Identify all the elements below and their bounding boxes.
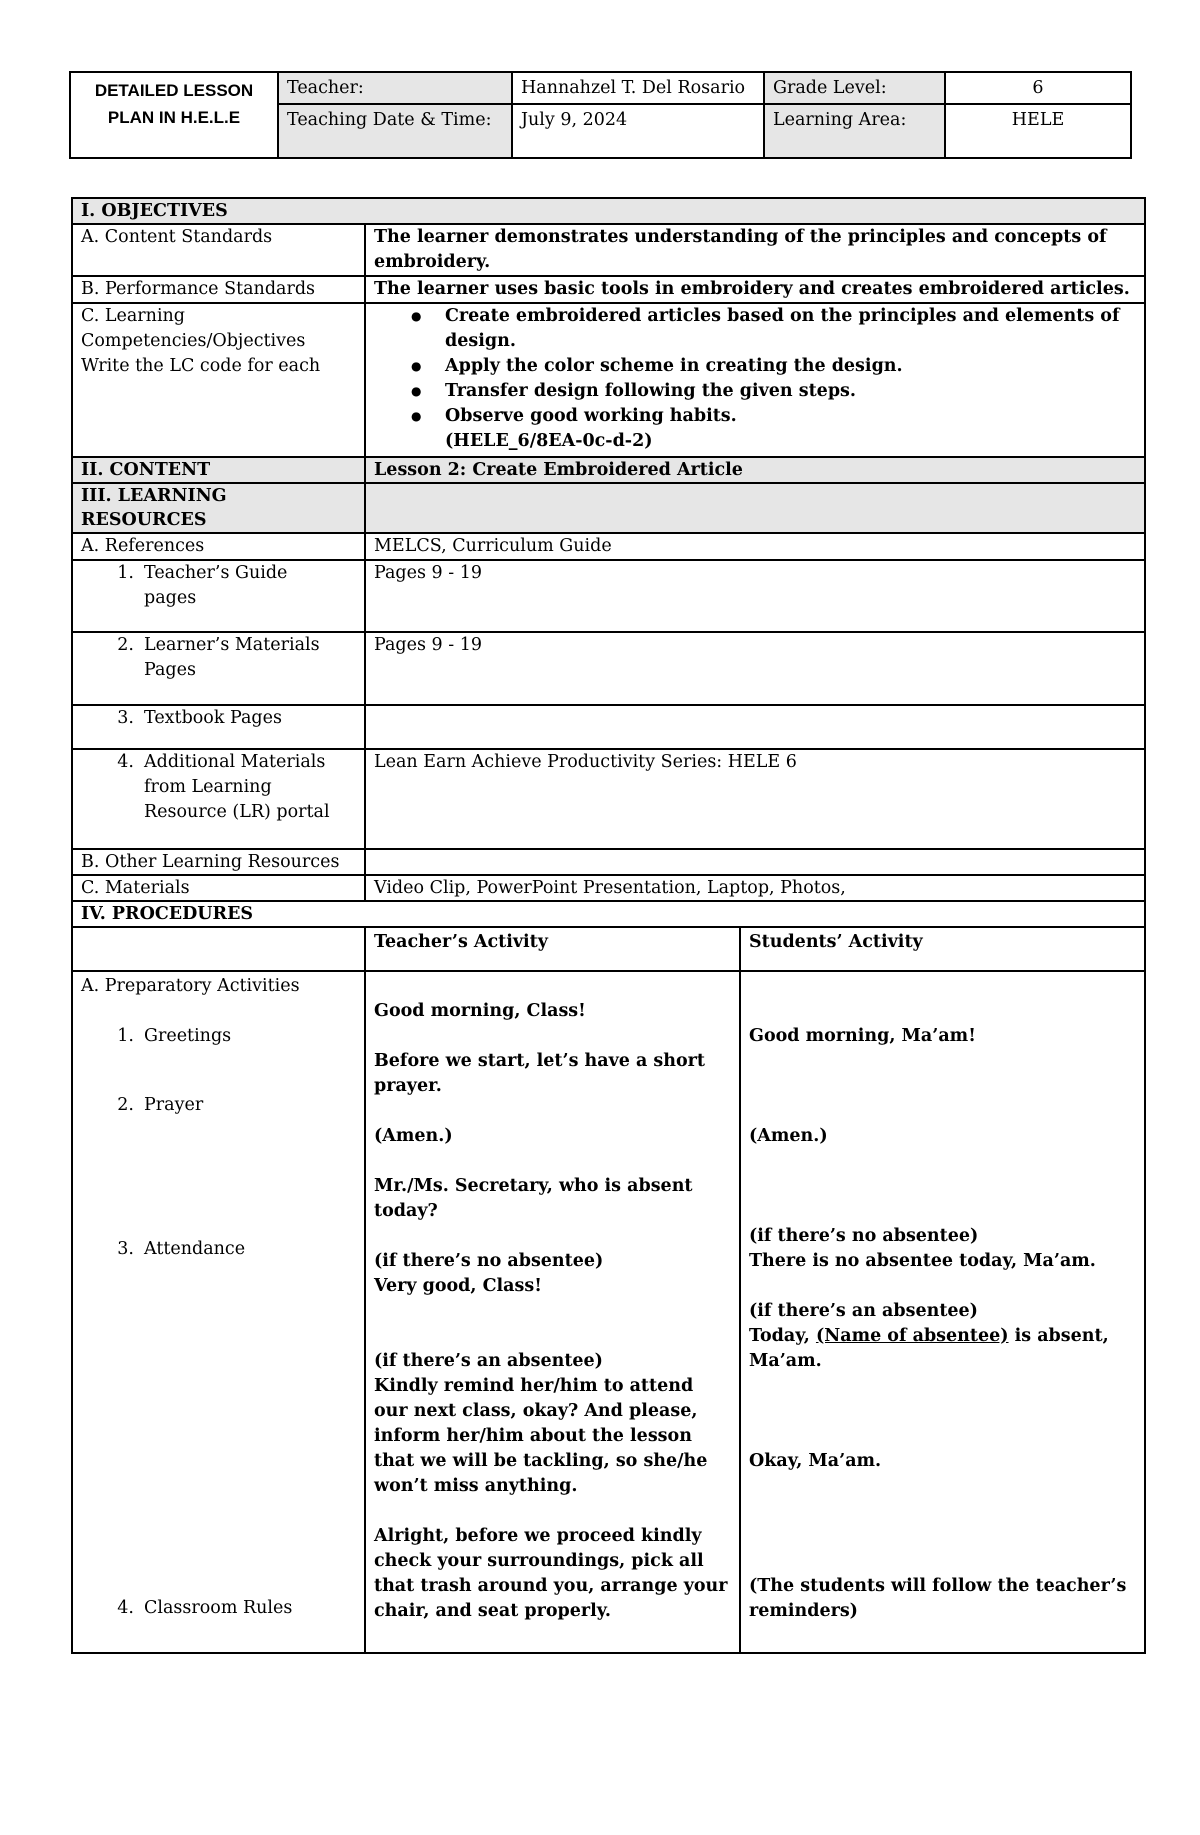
resource-item-line: pages	[144, 588, 197, 608]
resource-item-number: 2.	[117, 635, 134, 655]
absentee-name-placeholder: (Name of absentee)	[815, 1326, 1009, 1346]
resources-heading: III. LEARNING RESOURCES	[72, 483, 365, 533]
student-line-amen: (Amen.)	[749, 1126, 828, 1146]
resource-item-line: Pages	[144, 660, 196, 680]
resource-item-label	[72, 749, 365, 849]
step-label: Classroom Rules	[144, 1598, 293, 1618]
other-resources-value	[365, 849, 1145, 875]
step-number: 2.	[117, 1095, 134, 1115]
teacher-line-greet: Good morning, Class!	[374, 1001, 586, 1021]
preparatory-activities-cell	[72, 971, 365, 1653]
teacher-line-very-good: Very good, Class!	[374, 1276, 542, 1296]
student-line-absentee: (if there’s an absentee)	[749, 1301, 978, 1321]
lc-code: (HELE_6/8EA-0c-d-2)	[445, 431, 653, 451]
step-number: 4.	[117, 1598, 134, 1618]
resource-item-value: Pages 9 - 19	[365, 632, 1145, 705]
student-line-okay: Okay, Ma’am.	[749, 1451, 882, 1471]
resource-item-label	[72, 632, 365, 705]
competency-item: ● Create embroidered articles based on the principles and elements of design.	[445, 304, 1136, 354]
student-line-follow: (The students will follow the teacher’s reminders)	[749, 1576, 1127, 1621]
resource-item-label	[72, 560, 365, 632]
other-resources-label: B. Other Learning Resources	[72, 849, 365, 875]
competencies-list	[365, 303, 1145, 457]
teacher-line-no-absentee: (if there’s no absentee)	[374, 1251, 604, 1271]
competency-item: ● Apply the color scheme in creating the design.	[445, 354, 1136, 379]
teacher-activity-cell	[365, 971, 740, 1653]
competencies-label-line: Write the LC code for each	[81, 356, 321, 376]
learning-area-value: HELE	[945, 104, 1131, 158]
teacher-activity-header: Teacher’s Activity	[365, 927, 740, 971]
resource-item-label	[72, 705, 365, 749]
teacher-value: Hannahzel T. Del Rosario	[512, 72, 764, 104]
competency-item: ● Observe good working habits.	[445, 404, 1136, 429]
step-attendance	[108, 1237, 356, 1262]
competencies-label-line: Competencies/Objectives	[81, 331, 306, 351]
resource-item-value: Lean Earn Achieve Productivity Series: HELE 6	[365, 749, 1145, 849]
competencies-label-line: C. Learning	[81, 306, 186, 326]
student-line-today	[749, 1324, 1136, 1374]
teacher-line-rules: Alright, before we proceed kindly check your surroundings, pick all that trash around you, arrange your chair, and seat properly.	[374, 1526, 728, 1621]
student-line-greet: Good morning, Ma’am!	[749, 1026, 976, 1046]
teaching-date-value: July 9, 2024	[512, 104, 764, 158]
content-standards-label: A. Content Standards	[72, 224, 365, 276]
references-label: A. References	[72, 533, 365, 560]
teacher-line-secretary: Mr./Ms. Secretary, who is absent today?	[374, 1176, 693, 1221]
resource-item-value	[365, 705, 1145, 749]
learning-area-label: Learning Area:	[764, 104, 945, 158]
teacher-label: Teacher:	[278, 72, 512, 104]
teacher-line-amen: (Amen.)	[374, 1126, 453, 1146]
procedures-heading: IV. PROCEDURES	[72, 901, 1145, 927]
step-number: 3.	[117, 1239, 134, 1259]
step-number: 1.	[117, 1026, 134, 1046]
step-greetings	[108, 1024, 356, 1049]
plan-title: DETAILED LESSON PLAN IN H.E.L.E	[70, 72, 278, 158]
step-prayer	[108, 1093, 356, 1118]
performance-standards-value: The learner uses basic tools in embroidery and creates embroidered articles.	[365, 276, 1145, 303]
students-activity-header: Students’ Activity	[740, 927, 1145, 971]
teacher-line-remind: Kindly remind her/him to attend our next class, okay? And please, inform her/him about the lesson that we will be tackling, so she/he won’t miss anything.	[374, 1376, 708, 1496]
student-line-no-absentee: (if there’s no absentee)	[749, 1226, 979, 1246]
main-table	[71, 197, 1146, 1654]
teacher-line-absentee: (if there’s an absentee)	[374, 1351, 603, 1371]
resource-item-number: 4.	[117, 752, 134, 772]
preparatory-activities-label: A. Preparatory Activities	[81, 976, 300, 996]
teaching-date-label: Teaching Date & Time:	[278, 104, 512, 158]
competencies-label	[72, 303, 365, 457]
grade-level-value: 6	[945, 72, 1131, 104]
step-label: Prayer	[144, 1095, 204, 1115]
step-label: Greetings	[144, 1026, 232, 1046]
content-heading: II. CONTENT	[72, 457, 365, 483]
resource-item-line: Learner’s Materials	[144, 635, 320, 655]
grade-level-label: Grade Level:	[764, 72, 945, 104]
resource-item-number: 3.	[117, 708, 134, 728]
resource-item-line: from Learning	[144, 777, 272, 797]
resources-heading-blank	[365, 483, 1145, 533]
content-standards-value: The learner demonstrates understanding of the principles and concepts of embroidery.	[365, 224, 1145, 276]
student-line-today-prefix: Today,	[749, 1326, 816, 1346]
competency-item: ● Transfer design following the given steps.	[445, 379, 1136, 404]
objectives-heading: I. OBJECTIVES	[72, 198, 1145, 224]
performance-standards-label: B. Performance Standards	[72, 276, 365, 303]
resource-item-number: 1.	[117, 563, 134, 583]
content-value: Lesson 2: Create Embroidered Article	[365, 457, 1145, 483]
resource-item-value: Pages 9 - 19	[365, 560, 1145, 632]
materials-label: C. Materials	[72, 875, 365, 901]
student-line-today-suffix: is absent, Ma’am.	[749, 1326, 1109, 1371]
resource-item-line: Teacher’s Guide	[144, 563, 288, 583]
student-line-no-absentee-reply: There is no absentee today, Ma’am.	[749, 1251, 1096, 1271]
header-table	[69, 71, 1132, 159]
procedures-blank-cell	[72, 927, 365, 971]
step-classroom-rules	[108, 1596, 356, 1621]
resource-item-line: Resource (LR) portal	[144, 802, 330, 822]
step-label: Attendance	[144, 1239, 246, 1259]
materials-value: Video Clip, PowerPoint Presentation, Laptop, Photos,	[365, 875, 1145, 901]
references-value: MELCS, Curriculum Guide	[365, 533, 1145, 560]
students-activity-cell	[740, 971, 1145, 1653]
resource-item-line: Additional Materials	[144, 752, 326, 772]
resource-item-line: Textbook Pages	[144, 708, 282, 728]
teacher-line-prayer: Before we start, let’s have a short prayer.	[374, 1051, 705, 1096]
